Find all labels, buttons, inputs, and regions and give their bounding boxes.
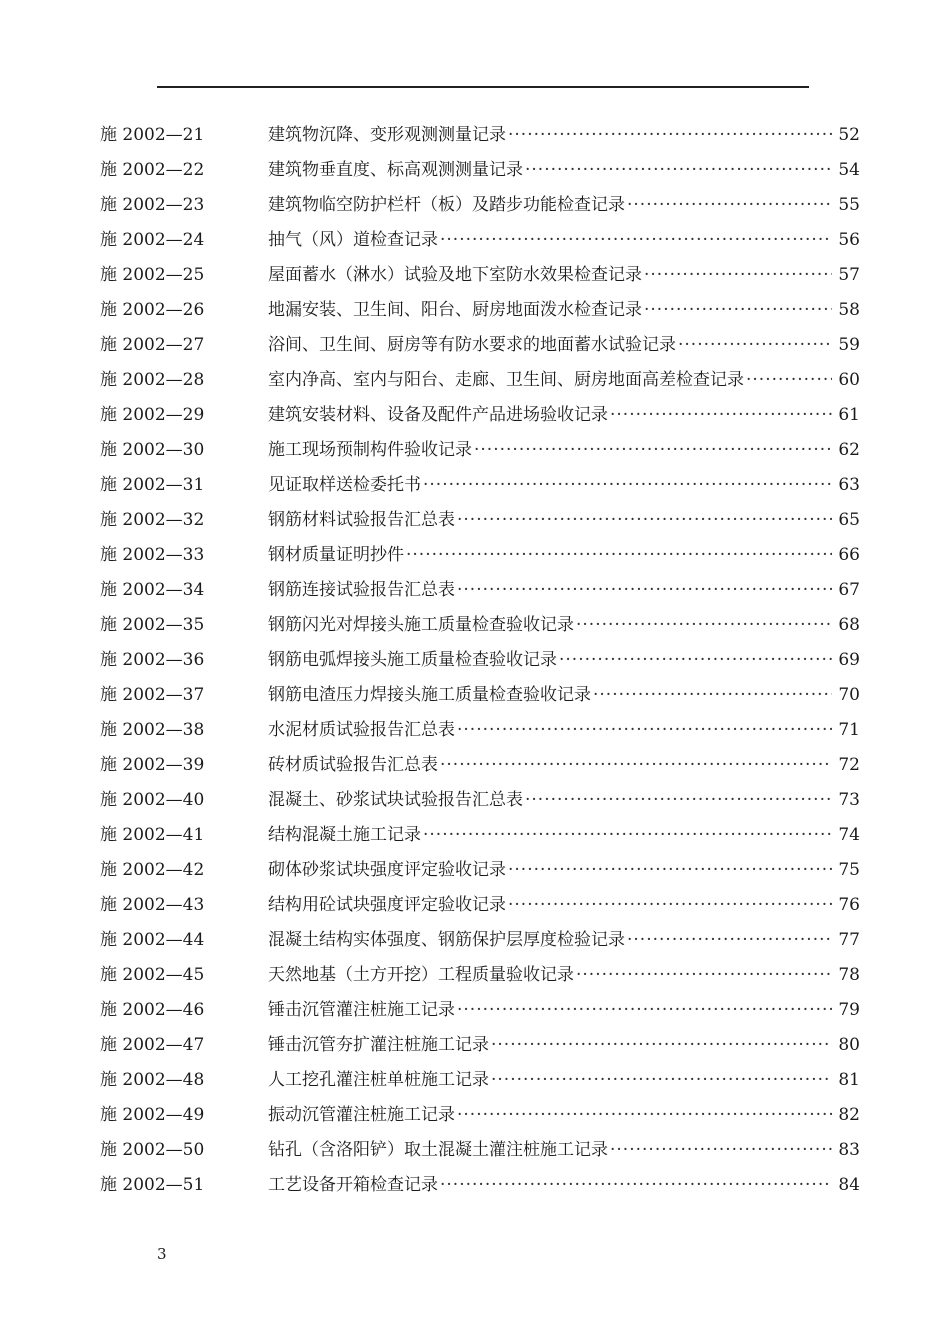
- toc-entry[interactable]: [100, 258, 860, 293]
- toc-entry[interactable]: [100, 118, 860, 153]
- toc-entry-code: 施 2002—33: [100, 545, 205, 565]
- toc-dot-leader: [627, 923, 832, 958]
- toc-entry-code: 施 2002—25: [100, 265, 205, 285]
- toc-entry[interactable]: [100, 783, 860, 818]
- toc-entry-title: 天然地基（土方开挖）工程质量验收记录: [268, 965, 574, 985]
- toc-dot-leader: [610, 398, 832, 433]
- toc-entry-title: 锤击沉管夯扩灌注桩施工记录: [268, 1035, 489, 1055]
- toc-entry-title: 浴间、卫生间、厨房等有防水要求的地面蓄水试验记录: [268, 335, 676, 355]
- toc-entry-page: 54: [838, 160, 860, 180]
- toc-entry-title: 钢筋材料试验报告汇总表: [268, 510, 455, 530]
- toc-entry-code: 施 2002—24: [100, 230, 205, 250]
- toc-entry[interactable]: [100, 573, 860, 608]
- toc-entry[interactable]: [100, 853, 860, 888]
- toc-dot-leader: [627, 188, 832, 223]
- toc-entry[interactable]: [100, 993, 860, 1028]
- toc-entry-code: 施 2002—43: [100, 895, 205, 915]
- toc-entry[interactable]: [100, 678, 860, 713]
- toc-entry-title: 结构用砼试块强度评定验收记录: [268, 895, 506, 915]
- toc-entry-page: 61: [838, 405, 860, 425]
- toc-entry-title: 人工挖孔灌注桩单桩施工记录: [268, 1070, 489, 1090]
- toc-dot-leader: [559, 643, 832, 678]
- toc-entry[interactable]: [100, 223, 860, 258]
- toc-entry-title: 见证取样送检委托书: [268, 475, 421, 495]
- toc-entry-code: 施 2002—28: [100, 370, 205, 390]
- toc-entry[interactable]: [100, 398, 860, 433]
- toc-entry[interactable]: [100, 153, 860, 188]
- toc-entry-title: 工艺设备开箱检查记录: [268, 1175, 438, 1195]
- toc-entry-code: 施 2002—44: [100, 930, 205, 950]
- toc-entry[interactable]: [100, 923, 860, 958]
- toc-entry-page: 57: [838, 265, 860, 285]
- toc-entry-title: 建筑物沉降、变形观测测量记录: [268, 125, 506, 145]
- toc-entry[interactable]: [100, 713, 860, 748]
- toc-entry-code: 施 2002—34: [100, 580, 205, 600]
- toc-entry-code: 施 2002—47: [100, 1035, 205, 1055]
- toc-dot-leader: [457, 503, 832, 538]
- toc-entry-title: 结构混凝土施工记录: [268, 825, 421, 845]
- toc-dot-leader: [508, 118, 832, 153]
- toc-entry-code: 施 2002—29: [100, 405, 205, 425]
- toc-entry-title: 砌体砂浆试块强度评定验收记录: [268, 860, 506, 880]
- toc-dot-leader: [610, 1133, 832, 1168]
- toc-dot-leader: [576, 608, 832, 643]
- toc-entry[interactable]: [100, 1168, 860, 1203]
- toc-entry-title: 抽气（风）道检查记录: [268, 230, 438, 250]
- toc-entry-page: 77: [838, 930, 860, 950]
- toc-entry-title: 振动沉管灌注桩施工记录: [268, 1105, 455, 1125]
- toc-entry-code: 施 2002—50: [100, 1140, 205, 1160]
- toc-entry-title: 砖材质试验报告汇总表: [268, 755, 438, 775]
- toc-entry-page: 80: [838, 1035, 860, 1055]
- toc-entry-page: 69: [838, 650, 860, 670]
- toc-entry-code: 施 2002—48: [100, 1070, 205, 1090]
- toc-dot-leader: [457, 993, 832, 1028]
- toc-entry-page: 65: [838, 510, 860, 530]
- toc-dot-leader: [525, 153, 832, 188]
- toc-dot-leader: [423, 818, 832, 853]
- toc-entry-code: 施 2002—39: [100, 755, 205, 775]
- toc-entry-title: 锤击沉管灌注桩施工记录: [268, 1000, 455, 1020]
- toc-entry-code: 施 2002—21: [100, 125, 205, 145]
- toc-entry-title: 室内净高、室内与阳台、走廊、卫生间、厨房地面高差检查记录: [268, 370, 744, 390]
- toc-entry-page: 74: [838, 825, 860, 845]
- toc-entry[interactable]: [100, 538, 860, 573]
- toc-dot-leader: [746, 363, 832, 398]
- toc-entry[interactable]: [100, 888, 860, 923]
- toc-entry-page: 59: [838, 335, 860, 355]
- toc-dot-leader: [644, 258, 832, 293]
- toc-entry[interactable]: [100, 958, 860, 993]
- toc-entry-page: 70: [838, 685, 860, 705]
- toc-entry[interactable]: [100, 328, 860, 363]
- toc-entry-page: 62: [838, 440, 860, 460]
- toc-entry-code: 施 2002—23: [100, 195, 205, 215]
- toc-dot-leader: [508, 888, 832, 923]
- toc-entry-title: 钢材质量证明抄件: [268, 545, 404, 565]
- toc-dot-leader: [440, 748, 832, 783]
- table-of-contents: [100, 118, 860, 1203]
- toc-entry-code: 施 2002—37: [100, 685, 205, 705]
- toc-entry-code: 施 2002—51: [100, 1175, 205, 1195]
- toc-entry-title: 钢筋闪光对焊接头施工质量检查验收记录: [268, 615, 574, 635]
- toc-entry-code: 施 2002—36: [100, 650, 205, 670]
- toc-entry-title: 建筑物垂直度、标高观测测量记录: [268, 160, 523, 180]
- toc-dot-leader: [457, 1098, 832, 1133]
- toc-entry-code: 施 2002—49: [100, 1105, 205, 1125]
- toc-entry-page: 67: [838, 580, 860, 600]
- toc-entry-page: 68: [838, 615, 860, 635]
- toc-entry-title: 混凝土结构实体强度、钢筋保护层厚度检验记录: [268, 930, 625, 950]
- toc-entry-page: 73: [838, 790, 860, 810]
- toc-entry-title: 地漏安装、卫生间、阳台、厨房地面泼水检查记录: [268, 300, 642, 320]
- toc-entry-title: 水泥材质试验报告汇总表: [268, 720, 455, 740]
- toc-entry-code: 施 2002—38: [100, 720, 205, 740]
- toc-dot-leader: [576, 958, 832, 993]
- toc-entry-code: 施 2002—42: [100, 860, 205, 880]
- toc-entry-title: 钢筋连接试验报告汇总表: [268, 580, 455, 600]
- toc-entry-page: 76: [838, 895, 860, 915]
- toc-dot-leader: [644, 293, 832, 328]
- toc-entry-page: 75: [838, 860, 860, 880]
- toc-entry-code: 施 2002—27: [100, 335, 205, 355]
- toc-dot-leader: [678, 328, 832, 363]
- toc-entry[interactable]: [100, 748, 860, 783]
- toc-entry[interactable]: [100, 818, 860, 853]
- toc-dot-leader: [508, 853, 832, 888]
- toc-entry-code: 施 2002—41: [100, 825, 205, 845]
- toc-dot-leader: [525, 783, 832, 818]
- toc-dot-leader: [491, 1028, 832, 1063]
- toc-entry-title: 建筑物临空防护栏杆（板）及踏步功能检查记录: [268, 195, 625, 215]
- toc-entry-page: 63: [838, 475, 860, 495]
- toc-dot-leader: [440, 223, 832, 258]
- toc-entry[interactable]: [100, 1098, 860, 1133]
- toc-entry-title: 建筑安装材料、设备及配件产品进场验收记录: [268, 405, 608, 425]
- toc-entry[interactable]: [100, 468, 860, 503]
- toc-entry[interactable]: [100, 608, 860, 643]
- toc-entry-page: 84: [838, 1175, 860, 1195]
- toc-dot-leader: [440, 1168, 832, 1203]
- toc-entry-code: 施 2002—35: [100, 615, 205, 635]
- toc-entry-page: 71: [838, 720, 860, 740]
- toc-entry[interactable]: [100, 1133, 860, 1168]
- toc-entry-page: 79: [838, 1000, 860, 1020]
- toc-entry[interactable]: [100, 1063, 860, 1098]
- toc-entry-code: 施 2002—26: [100, 300, 205, 320]
- toc-entry-page: 72: [838, 755, 860, 775]
- page-number: 3: [157, 1245, 167, 1263]
- toc-entry-title: 钢筋电渣压力焊接头施工质量检查验收记录: [268, 685, 591, 705]
- toc-entry-page: 55: [838, 195, 860, 215]
- toc-entry-page: 78: [838, 965, 860, 985]
- toc-dot-leader: [457, 573, 832, 608]
- toc-entry-title: 屋面蓄水（淋水）试验及地下室防水效果检查记录: [268, 265, 642, 285]
- toc-entry-code: 施 2002—30: [100, 440, 205, 460]
- toc-entry-page: 56: [838, 230, 860, 250]
- toc-entry-page: 60: [838, 370, 860, 390]
- toc-entry[interactable]: [100, 503, 860, 538]
- toc-entry-code: 施 2002—22: [100, 160, 205, 180]
- toc-entry-title: 混凝土、砂浆试块试验报告汇总表: [268, 790, 523, 810]
- toc-entry-code: 施 2002—31: [100, 475, 205, 495]
- toc-dot-leader: [423, 468, 832, 503]
- toc-entry-title: 施工现场预制构件验收记录: [268, 440, 472, 460]
- toc-entry[interactable]: [100, 1028, 860, 1063]
- toc-entry-page: 82: [838, 1105, 860, 1125]
- toc-entry-code: 施 2002—40: [100, 790, 205, 810]
- toc-entry-code: 施 2002—45: [100, 965, 205, 985]
- toc-entry[interactable]: [100, 293, 860, 328]
- toc-entry[interactable]: [100, 188, 860, 223]
- toc-entry-title: 钻孔（含洛阳铲）取土混凝土灌注桩施工记录: [268, 1140, 608, 1160]
- toc-entry-page: 81: [838, 1070, 860, 1090]
- toc-entry-code: 施 2002—32: [100, 510, 205, 530]
- toc-entry[interactable]: [100, 363, 860, 398]
- toc-dot-leader: [593, 678, 832, 713]
- toc-entry-page: 58: [838, 300, 860, 320]
- toc-entry-page: 83: [838, 1140, 860, 1160]
- toc-entry[interactable]: [100, 643, 860, 678]
- toc-entry-page: 52: [838, 125, 860, 145]
- toc-entry[interactable]: [100, 433, 860, 468]
- toc-dot-leader: [406, 538, 832, 573]
- toc-entry-title: 钢筋电弧焊接头施工质量检查验收记录: [268, 650, 557, 670]
- toc-dot-leader: [474, 433, 832, 468]
- header-rule: [157, 86, 809, 88]
- toc-entry-page: 66: [838, 545, 860, 565]
- toc-dot-leader: [491, 1063, 832, 1098]
- toc-dot-leader: [457, 713, 832, 748]
- toc-entry-code: 施 2002—46: [100, 1000, 205, 1020]
